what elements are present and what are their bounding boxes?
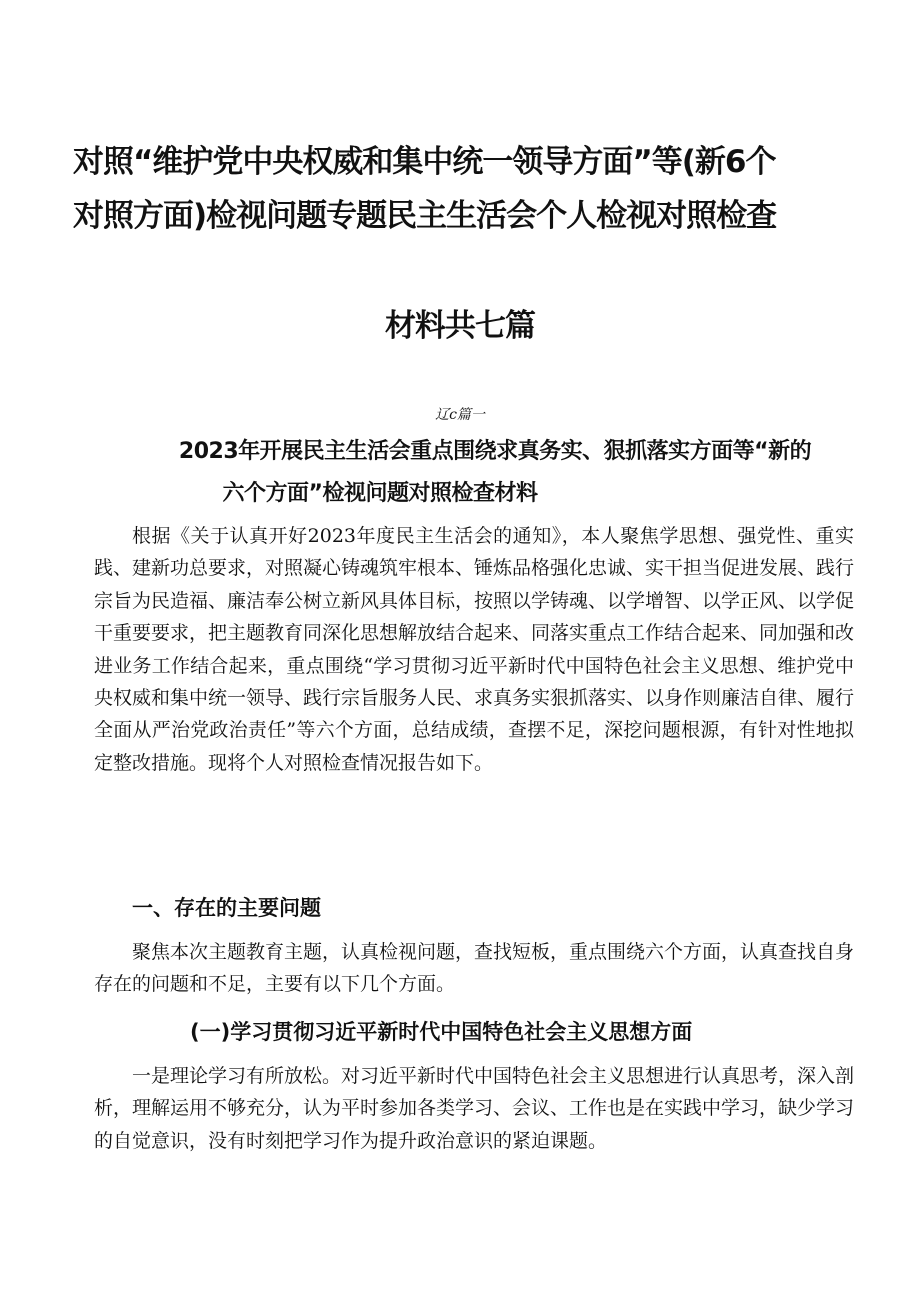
document-title-line-2: 对照方面)检视问题专题民主生活会个人检视对照检查 [73,198,777,234]
section-subtitle-line-2: 六个方面”检视问题对照检查材料 [222,481,538,506]
body-paragraph-focus: 聚焦本次主题教育主题，认真检视问题，查找短板，重点围绕六个方面，认真查找自身存在的问题和不足，主要有以下几个方面。 [94,941,855,996]
section-marker: 辽c篇一 [435,407,485,423]
body-paragraph-theory-study: 一是理论学习有所放松。对习近平新时代中国特色社会主义思想进行认真思考，深入剖析，理解运用不够充分，认为平时参加各类学习、会议、工作也是在实践中学习，缺少学习的自觉意识，没有时刻把学习作为提升政治意识的紧迫课题。 [94,1065,855,1152]
document-title-line-3: 材料共七篇 [385,308,535,344]
document-title-line-1: 对照“维护党中央权威和集中统一领导方面”等(新6个 [73,144,776,180]
section-subtitle-line-1: 2023年开展民主生活会重点围绕求真务实、狠抓落实方面等“新的 [178,439,812,464]
intro-paragraph: 根据《关于认真开好2023年度民主生活会的通知》，本人聚焦学思想、强党性、重实践、建新功总要求，对照凝心铸魂筑牢根本、锤炼品格强化忠诚、实干担当促进发展、践行宗旨为民造福、廉洁奉公树立新风具体目标，按照以学铸魂、以学增智、以学正风、以学促干重要要求，把主题教育同深化思想解放结合起来、同落实重点工作结合起来、同加强和改进业务工作结合起来，重点围绕“学习贯彻习近平新时代中国特色社会主义思想、维护党中央权威和集中统一领导、践行宗旨服务人民、求真务实狠抓落实、以身作则廉洁自律、履行全面从严治党政治责任”等六个方面，总结成绩，查摆不足，深挖问题根源，有针对性地拟定整改措施。现将个人对照检查情况报告如下。 [94,525,855,774]
subsection-heading-theory: (一)学习贯彻习近平新时代中国特色社会主义思想方面 [190,1020,693,1044]
section-heading-main-problems: 一、存在的主要问题 [132,896,321,920]
